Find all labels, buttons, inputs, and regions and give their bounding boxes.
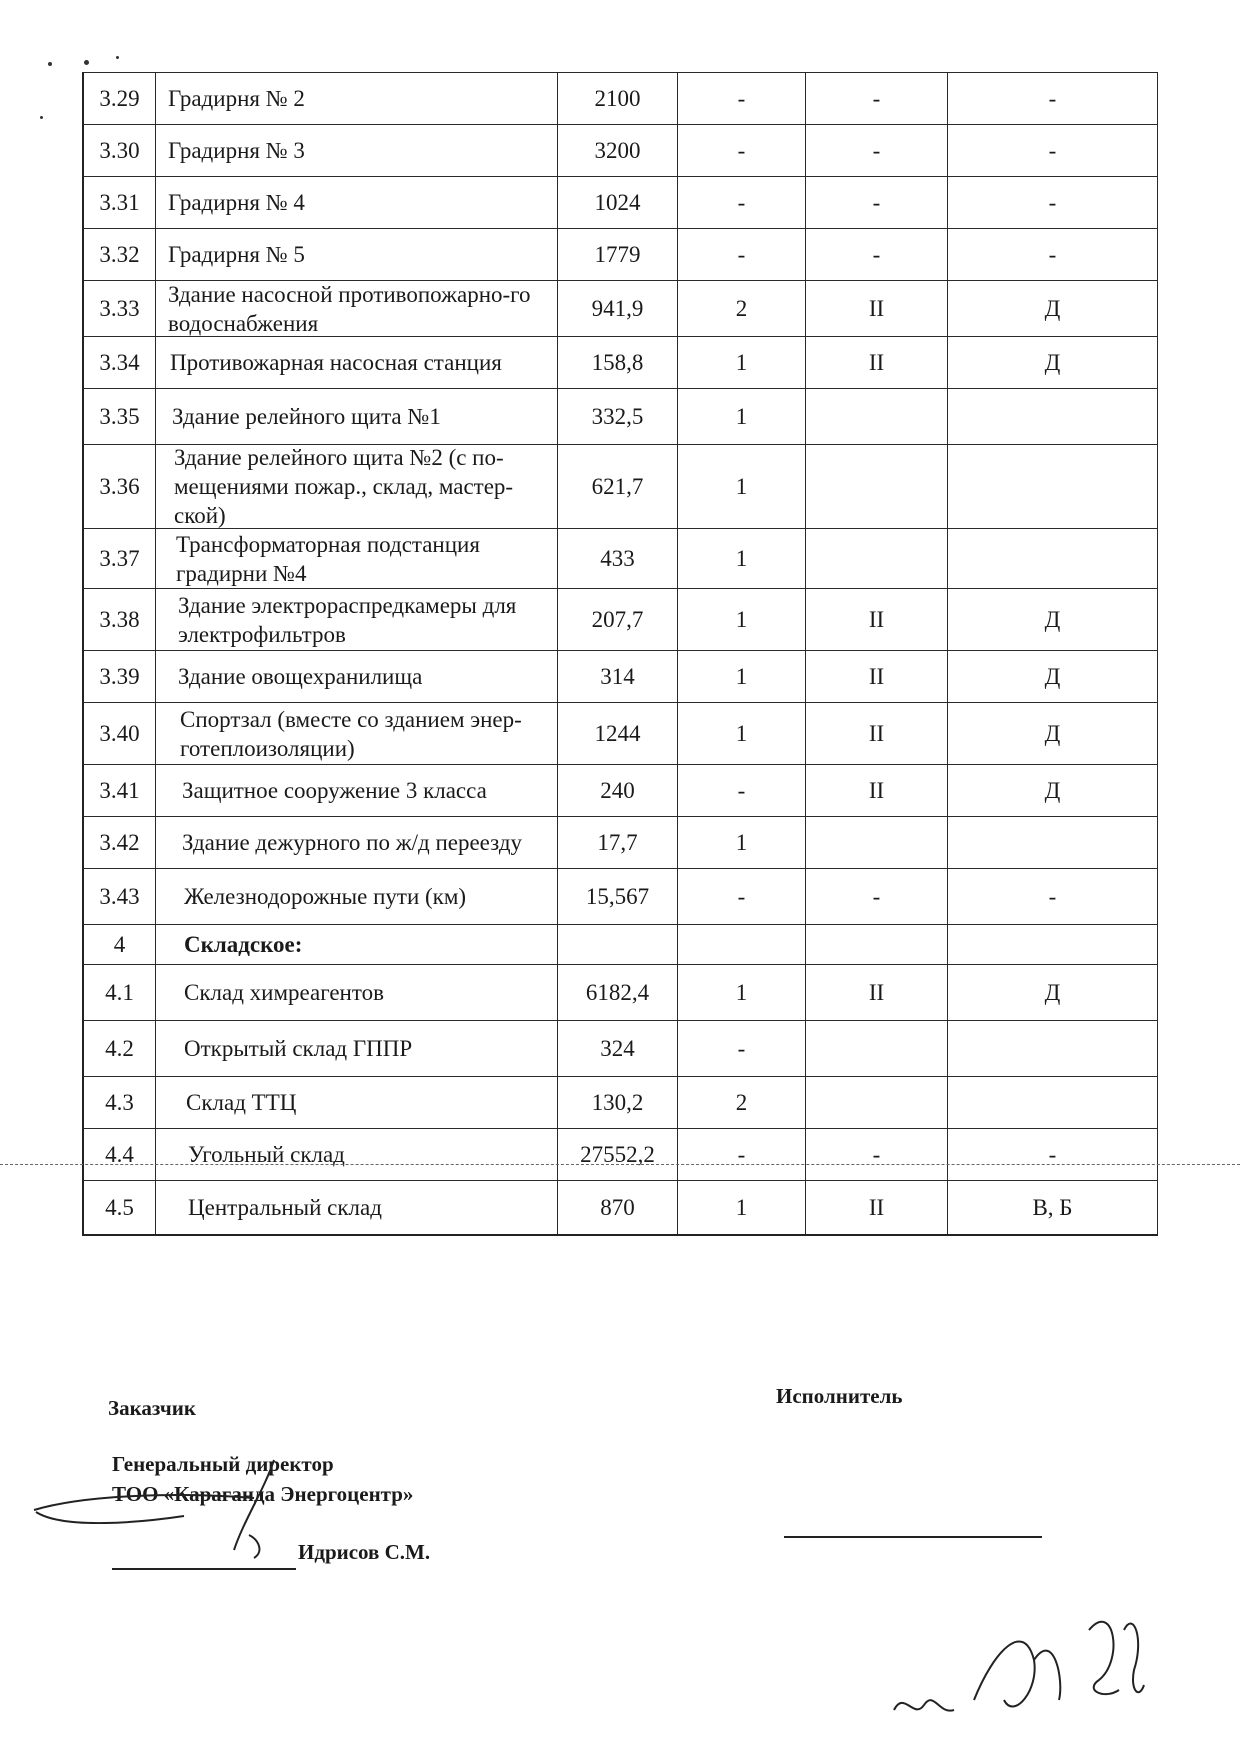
customer-signature bbox=[24, 1440, 344, 1560]
floors-count: - bbox=[678, 73, 806, 124]
fire-resistance-degree bbox=[806, 925, 948, 964]
row-number: 3.42 bbox=[84, 817, 156, 868]
fire-hazard-category: Д bbox=[948, 589, 1158, 650]
floors-count: - bbox=[678, 229, 806, 280]
row-number: 3.34 bbox=[84, 337, 156, 388]
fire-resistance-degree: - bbox=[806, 125, 948, 176]
table-row bbox=[84, 868, 1158, 924]
object-name: Градирня № 2 bbox=[156, 73, 558, 124]
table-row bbox=[84, 388, 1158, 444]
fire-hazard-category: - bbox=[948, 177, 1158, 228]
row-number: 3.43 bbox=[84, 869, 156, 924]
row-number: 4.1 bbox=[84, 965, 156, 1020]
row-number: 3.35 bbox=[84, 389, 156, 444]
object-area: 314 bbox=[558, 651, 678, 702]
fire-hazard-category: Д bbox=[948, 337, 1158, 388]
table-row bbox=[84, 124, 1158, 176]
object-name: Здание релейного щита №2 (с по-мещениями пожар., склад, мастер-ской) bbox=[156, 445, 558, 528]
object-name: Склад химреагентов bbox=[156, 965, 558, 1020]
object-name: Открытый склад ГППР bbox=[156, 1021, 558, 1076]
table-row bbox=[84, 1180, 1158, 1234]
object-name: Градирня № 4 bbox=[156, 177, 558, 228]
fire-resistance-degree: - bbox=[806, 177, 948, 228]
table-row bbox=[84, 816, 1158, 868]
contractor-signature bbox=[884, 1590, 1204, 1740]
row-number: 4.3 bbox=[84, 1077, 156, 1128]
table-row bbox=[84, 444, 1158, 528]
customer-position: Генеральный директор bbox=[112, 1452, 334, 1476]
object-area: 27552,2 bbox=[558, 1129, 678, 1180]
floors-count: 1 bbox=[678, 965, 806, 1020]
object-name: Здание электрораспредкамеры для электрофильтров bbox=[156, 589, 558, 650]
customer-company: ТОО «Караганда Энергоцентр» bbox=[112, 1482, 414, 1506]
scan-mark bbox=[84, 60, 89, 65]
table-row bbox=[84, 228, 1158, 280]
object-area: 130,2 bbox=[558, 1077, 678, 1128]
floors-count: 2 bbox=[678, 281, 806, 336]
object-area: 158,8 bbox=[558, 337, 678, 388]
fire-resistance-degree bbox=[806, 1021, 948, 1076]
floors-count: - bbox=[678, 177, 806, 228]
table-row bbox=[84, 964, 1158, 1020]
object-area bbox=[558, 925, 678, 964]
row-number: 3.33 bbox=[84, 281, 156, 336]
fire-resistance-degree: - bbox=[806, 229, 948, 280]
scan-mark bbox=[48, 62, 52, 66]
fire-hazard-category bbox=[948, 389, 1158, 444]
table-row bbox=[84, 702, 1158, 764]
fire-hazard-category bbox=[948, 1077, 1158, 1128]
object-area: 17,7 bbox=[558, 817, 678, 868]
object-area: 240 bbox=[558, 765, 678, 816]
object-area: 324 bbox=[558, 1021, 678, 1076]
scan-mark bbox=[116, 56, 119, 59]
scan-mark bbox=[40, 116, 43, 119]
table-row bbox=[84, 72, 1158, 124]
floors-count: - bbox=[678, 1129, 806, 1180]
fire-resistance-degree bbox=[806, 817, 948, 868]
row-number: 3.30 bbox=[84, 125, 156, 176]
floors-count: 1 bbox=[678, 337, 806, 388]
scan-fold-line bbox=[0, 1164, 1240, 1165]
floors-count: 1 bbox=[678, 589, 806, 650]
object-name: Железнодорожные пути (км) bbox=[156, 869, 558, 924]
table-row bbox=[84, 1128, 1158, 1180]
fire-resistance-degree bbox=[806, 1077, 948, 1128]
fire-hazard-category: Д bbox=[948, 281, 1158, 336]
table-row bbox=[84, 924, 1158, 964]
fire-hazard-category: Д bbox=[948, 965, 1158, 1020]
object-area: 621,7 bbox=[558, 445, 678, 528]
fire-resistance-degree bbox=[806, 529, 948, 588]
floors-count: 1 bbox=[678, 445, 806, 528]
object-name: Угольный склад bbox=[156, 1129, 558, 1180]
contractor-label: Исполнитель bbox=[776, 1384, 903, 1408]
fire-hazard-category: Д bbox=[948, 651, 1158, 702]
fire-resistance-degree: - bbox=[806, 73, 948, 124]
row-number: 4.4 bbox=[84, 1129, 156, 1180]
object-name: Трансформаторная подстанция градирни №4 bbox=[156, 529, 558, 588]
floors-count: 1 bbox=[678, 703, 806, 764]
row-number: 3.39 bbox=[84, 651, 156, 702]
fire-hazard-category: Д bbox=[948, 765, 1158, 816]
row-number: 3.41 bbox=[84, 765, 156, 816]
floors-count: 1 bbox=[678, 651, 806, 702]
row-number: 3.36 bbox=[84, 445, 156, 528]
floors-count: - bbox=[678, 765, 806, 816]
fire-hazard-category: Д bbox=[948, 703, 1158, 764]
object-area: 1244 bbox=[558, 703, 678, 764]
fire-resistance-degree: II bbox=[806, 337, 948, 388]
table-row bbox=[84, 1076, 1158, 1128]
floors-count: 1 bbox=[678, 1181, 806, 1234]
row-number: 4.5 bbox=[84, 1181, 156, 1234]
customer-signature-line bbox=[112, 1568, 296, 1570]
fire-hazard-category: В, Б bbox=[948, 1181, 1158, 1234]
fire-hazard-category: - bbox=[948, 229, 1158, 280]
object-name: Здание овощехранилища bbox=[156, 651, 558, 702]
object-area: 1024 bbox=[558, 177, 678, 228]
object-name: Здание релейного щита №1 bbox=[156, 389, 558, 444]
fire-resistance-degree: II bbox=[806, 703, 948, 764]
customer-signatory: Идрисов С.М. bbox=[298, 1540, 431, 1564]
fire-resistance-degree: II bbox=[806, 589, 948, 650]
fire-resistance-degree: II bbox=[806, 281, 948, 336]
row-number: 3.40 bbox=[84, 703, 156, 764]
row-number: 3.37 bbox=[84, 529, 156, 588]
object-name: Противожарная насосная станция bbox=[156, 337, 558, 388]
object-area: 15,567 bbox=[558, 869, 678, 924]
object-name: Центральный склад bbox=[156, 1181, 558, 1234]
object-area: 332,5 bbox=[558, 389, 678, 444]
object-area: 2100 bbox=[558, 73, 678, 124]
object-area: 941,9 bbox=[558, 281, 678, 336]
objects-table bbox=[82, 72, 1158, 1236]
fire-hazard-category bbox=[948, 925, 1158, 964]
table-row bbox=[84, 528, 1158, 588]
floors-count: 1 bbox=[678, 389, 806, 444]
fire-hazard-category bbox=[948, 817, 1158, 868]
row-number: 3.32 bbox=[84, 229, 156, 280]
floors-count: 1 bbox=[678, 817, 806, 868]
object-area: 433 bbox=[558, 529, 678, 588]
object-area: 870 bbox=[558, 1181, 678, 1234]
object-area: 6182,4 bbox=[558, 965, 678, 1020]
fire-hazard-category bbox=[948, 1021, 1158, 1076]
object-name: Защитное сооружение 3 класса bbox=[156, 765, 558, 816]
fire-resistance-degree: II bbox=[806, 765, 948, 816]
object-name: Спортзал (вместе со зданием энер-готеплоизоляции) bbox=[156, 703, 558, 764]
object-area: 1779 bbox=[558, 229, 678, 280]
object-name: Здание дежурного по ж/д переезду bbox=[156, 817, 558, 868]
floors-count: - bbox=[678, 125, 806, 176]
row-number: 3.38 bbox=[84, 589, 156, 650]
fire-resistance-degree bbox=[806, 445, 948, 528]
object-name: Здание насосной противопожарно-го водоснабжения bbox=[156, 281, 558, 336]
object-area: 207,7 bbox=[558, 589, 678, 650]
floors-count: - bbox=[678, 1021, 806, 1076]
fire-hazard-category: - bbox=[948, 73, 1158, 124]
row-number: 4.2 bbox=[84, 1021, 156, 1076]
fire-resistance-degree: - bbox=[806, 1129, 948, 1180]
fire-resistance-degree: - bbox=[806, 869, 948, 924]
floors-count bbox=[678, 925, 806, 964]
object-name: Градирня № 5 bbox=[156, 229, 558, 280]
object-name: Склад ТТЦ bbox=[156, 1077, 558, 1128]
floors-count: - bbox=[678, 869, 806, 924]
customer-label: Заказчик bbox=[108, 1396, 196, 1420]
fire-hazard-category: - bbox=[948, 869, 1158, 924]
table-row bbox=[84, 1020, 1158, 1076]
row-number: 4 bbox=[84, 925, 156, 964]
table-row bbox=[84, 764, 1158, 816]
fire-resistance-degree: II bbox=[806, 651, 948, 702]
fire-resistance-degree: II bbox=[806, 965, 948, 1020]
fire-resistance-degree: II bbox=[806, 1181, 948, 1234]
contractor-signature-line bbox=[784, 1536, 1042, 1538]
fire-hazard-category: - bbox=[948, 125, 1158, 176]
object-area: 3200 bbox=[558, 125, 678, 176]
object-name: Градирня № 3 bbox=[156, 125, 558, 176]
fire-hazard-category: - bbox=[948, 1129, 1158, 1180]
fire-hazard-category bbox=[948, 445, 1158, 528]
table-row bbox=[84, 650, 1158, 702]
row-number: 3.29 bbox=[84, 73, 156, 124]
floors-count: 2 bbox=[678, 1077, 806, 1128]
fire-resistance-degree bbox=[806, 389, 948, 444]
fire-hazard-category bbox=[948, 529, 1158, 588]
table-row bbox=[84, 176, 1158, 228]
table-row bbox=[84, 588, 1158, 650]
floors-count: 1 bbox=[678, 529, 806, 588]
table-row bbox=[84, 336, 1158, 388]
row-number: 3.31 bbox=[84, 177, 156, 228]
object-name: Складское: bbox=[156, 925, 558, 964]
table-row bbox=[84, 280, 1158, 336]
